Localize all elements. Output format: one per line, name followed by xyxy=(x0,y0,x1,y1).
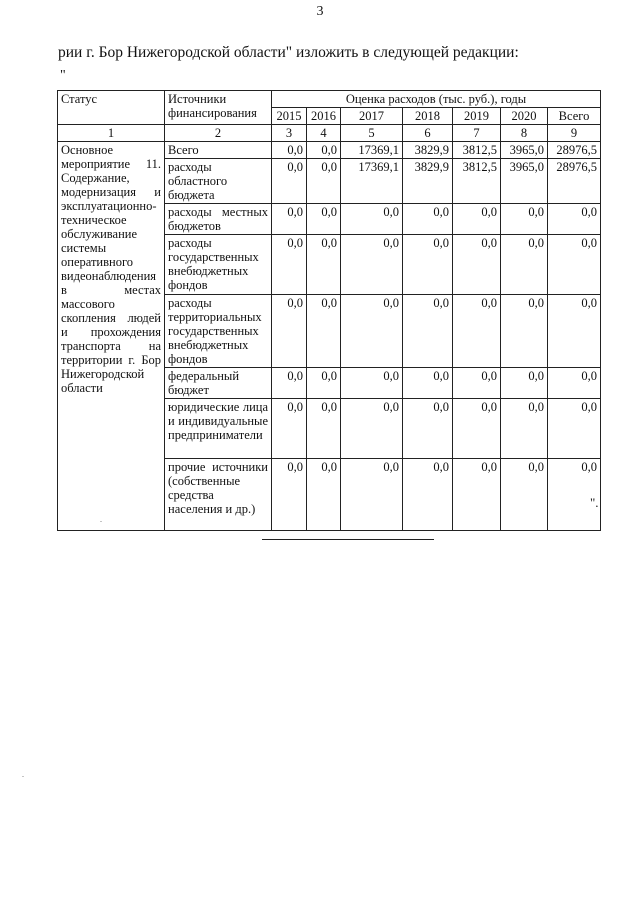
year-value-cell: 0,0 xyxy=(272,235,307,295)
year-value-cell: 0,0 xyxy=(453,459,501,531)
header-sources: Источники финансирования xyxy=(165,91,272,125)
year-value-cell: 0,0 xyxy=(307,235,341,295)
column-number: 6 xyxy=(403,125,453,142)
year-value-cell: 0,0 xyxy=(403,235,453,295)
year-value-cell: 0,0 xyxy=(307,142,341,159)
header-estimate: Оценка расходов (тыс. руб.), годы xyxy=(272,91,601,108)
year-value-cell: 0,0 xyxy=(403,399,453,459)
year-value-cell: 0,0 xyxy=(341,399,403,459)
scan-speck: . xyxy=(22,770,24,779)
header-year: 2017 xyxy=(341,108,403,125)
year-value-cell: 0,0 xyxy=(272,399,307,459)
year-value-cell: 0,0 xyxy=(341,368,403,399)
column-number: 4 xyxy=(307,125,341,142)
total-value-cell: 0,0 xyxy=(548,295,601,368)
column-number: 5 xyxy=(341,125,403,142)
year-value-cell: 17369,1 xyxy=(341,159,403,204)
total-value-cell: 0,0 xyxy=(548,235,601,295)
year-value-cell: 0,0 xyxy=(272,295,307,368)
year-value-cell: 0,0 xyxy=(403,459,453,531)
header-year: 2019 xyxy=(453,108,501,125)
year-value-cell: 0,0 xyxy=(453,295,501,368)
year-value-cell: 0,0 xyxy=(501,235,548,295)
scan-speck: . xyxy=(100,515,102,524)
expense-estimate-table xyxy=(57,90,601,531)
year-value-cell: 0,0 xyxy=(501,459,548,531)
column-number: 8 xyxy=(501,125,548,142)
year-value-cell: 3829,9 xyxy=(403,159,453,204)
header-year: 2016 xyxy=(307,108,341,125)
year-value-cell: 0,0 xyxy=(403,295,453,368)
funding-source-cell: юридические лица и индивидуальные предприниматели xyxy=(165,399,272,459)
year-value-cell: 0,0 xyxy=(307,159,341,204)
opening-quote-mark: " xyxy=(60,68,66,83)
year-value-cell: 0,0 xyxy=(501,368,548,399)
funding-source-cell: Всего xyxy=(165,142,272,159)
year-value-cell: 0,0 xyxy=(307,295,341,368)
table-row xyxy=(58,142,601,159)
year-value-cell: 0,0 xyxy=(307,368,341,399)
header-year: 2020 xyxy=(501,108,548,125)
year-value-cell: 0,0 xyxy=(453,399,501,459)
year-value-cell: 0,0 xyxy=(501,295,548,368)
column-number: 7 xyxy=(453,125,501,142)
signature-divider-line xyxy=(262,539,434,540)
total-value-cell: 0,0 xyxy=(548,459,601,531)
page-number: 3 xyxy=(316,4,324,19)
header-status: Статус xyxy=(58,91,165,125)
year-value-cell: 3812,5 xyxy=(453,159,501,204)
year-value-cell: 3965,0 xyxy=(501,159,548,204)
year-value-cell: 0,0 xyxy=(272,368,307,399)
year-value-cell: 0,0 xyxy=(307,459,341,531)
header-year: 2018 xyxy=(403,108,453,125)
column-number: 1 xyxy=(58,125,165,142)
column-number: 2 xyxy=(165,125,272,142)
year-value-cell: 0,0 xyxy=(403,368,453,399)
header-year: 2015 xyxy=(272,108,307,125)
total-value-cell: 0,0 xyxy=(548,368,601,399)
year-value-cell: 0,0 xyxy=(307,204,341,235)
funding-source-cell: расходы территориальных государственных внебюджетных фондов xyxy=(165,295,272,368)
closing-quote-mark: ". xyxy=(590,495,599,510)
year-value-cell: 0,0 xyxy=(453,235,501,295)
total-value-cell: 28976,5 xyxy=(548,142,601,159)
year-value-cell: 17369,1 xyxy=(341,142,403,159)
year-value-cell: 0,0 xyxy=(501,204,548,235)
total-value-cell: 0,0 xyxy=(548,399,601,459)
funding-source-cell: расходы областного бюджета xyxy=(165,159,272,204)
year-value-cell: 3965,0 xyxy=(501,142,548,159)
year-value-cell: 0,0 xyxy=(341,459,403,531)
year-value-cell: 0,0 xyxy=(501,399,548,459)
year-value-cell: 0,0 xyxy=(453,368,501,399)
total-value-cell: 28976,5 xyxy=(548,159,601,204)
year-value-cell: 0,0 xyxy=(403,204,453,235)
year-value-cell: 0,0 xyxy=(272,204,307,235)
year-value-cell: 0,0 xyxy=(272,459,307,531)
funding-source-cell: расходы местных бюджетов xyxy=(165,204,272,235)
year-value-cell: 3829,9 xyxy=(403,142,453,159)
year-value-cell: 0,0 xyxy=(272,142,307,159)
header-total: Всего xyxy=(548,108,601,125)
year-value-cell: 0,0 xyxy=(307,399,341,459)
funding-source-cell: прочие источники (собственные средства населения и др.) xyxy=(165,459,272,531)
year-value-cell: 0,0 xyxy=(341,235,403,295)
funding-source-cell: федеральный бюджет xyxy=(165,368,272,399)
year-value-cell: 0,0 xyxy=(272,159,307,204)
column-number: 3 xyxy=(272,125,307,142)
total-value-cell: 0,0 xyxy=(548,204,601,235)
funding-source-cell: расходы государственных внебюджетных фондов xyxy=(165,235,272,295)
year-value-cell: 0,0 xyxy=(341,295,403,368)
column-number: 9 xyxy=(548,125,601,142)
intro-paragraph: рии г. Бор Нижегородской области" изложить в следующей редакции: xyxy=(58,44,519,61)
status-cell: Основное мероприятие 11. Содержание, модернизация и эксплуатационно-техническое обслуживание системы оперативного видеонаблюдения в местах массового скопления людей и прохождения транспорта на территории г. Бор Нижегородской области xyxy=(58,142,165,531)
year-value-cell: 0,0 xyxy=(341,204,403,235)
year-value-cell: 3812,5 xyxy=(453,142,501,159)
year-value-cell: 0,0 xyxy=(453,204,501,235)
